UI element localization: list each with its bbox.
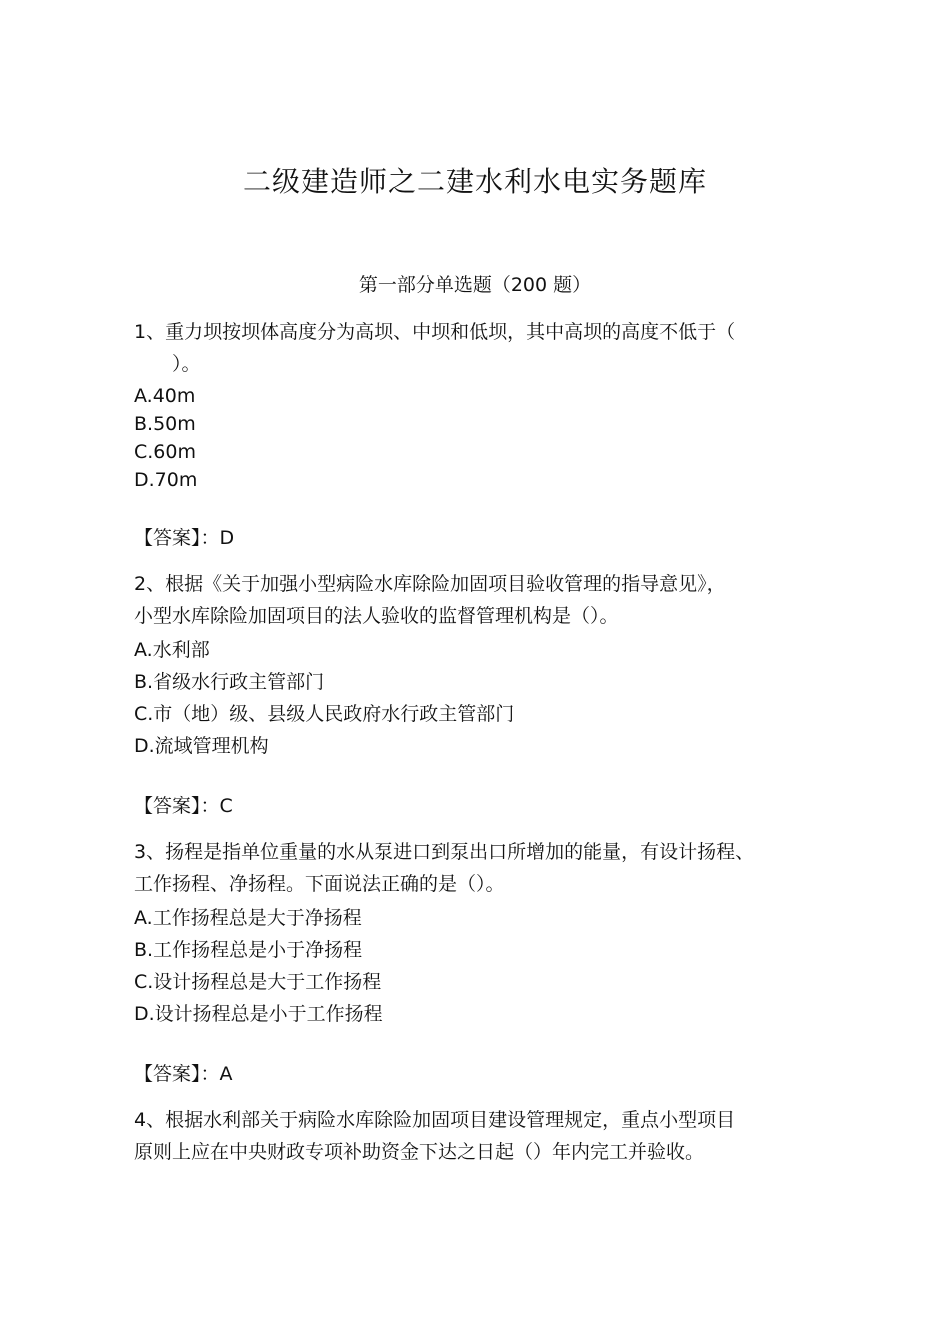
question-3-option-b: B.工作扬程总是小于净扬程 <box>134 939 363 961</box>
question-1-text-line2: ）。 <box>134 353 201 375</box>
question-4 <box>134 1104 824 1168</box>
question-1-text-line1: 1、重力坝按坝体高度分为高坝、中坝和低坝，其中高坝的高度不低于（ <box>134 321 736 343</box>
question-2-option-a: A.水利部 <box>134 639 210 661</box>
question-2-text <box>134 568 824 632</box>
question-3-text-line2: 工作扬程、净扬程。下面说法正确的是（）。 <box>134 873 505 895</box>
question-3-text <box>134 836 824 900</box>
question-3-answer <box>134 1058 824 1090</box>
question-4-text <box>134 1104 824 1168</box>
question-2-answer <box>134 790 824 822</box>
question-1-answer <box>134 522 824 554</box>
question-1-option-d: D.70m <box>134 469 198 491</box>
question-1-option-b: B.50m <box>134 413 196 435</box>
question-1 <box>134 316 824 554</box>
answer-value: D <box>219 527 235 549</box>
answer-label: 【答案】： <box>134 1063 220 1085</box>
section-title: 第一部分单选题（200 题） <box>358 274 592 296</box>
question-3-option-a: A.工作扬程总是大于净扬程 <box>134 907 362 929</box>
question-2-text-line2: 小型水库除险加固项目的法人验收的监督管理机构是（）。 <box>134 605 619 627</box>
question-4-text-line1: 4、根据水利部关于病险水库除险加固项目建设管理规定，重点小型项目 <box>134 1109 736 1131</box>
question-2 <box>134 568 824 822</box>
answer-label: 【答案】： <box>134 527 220 549</box>
question-3-option-c: C.设计扬程总是大于工作扬程 <box>134 971 382 993</box>
question-3-option-d: D.设计扬程总是小于工作扬程 <box>134 1003 383 1025</box>
question-3-text-line1: 3、扬程是指单位重量的水从泵进口到泵出口所增加的能量，有设计扬程、 <box>134 841 755 863</box>
answer-value: C <box>219 795 233 817</box>
question-3 <box>134 836 824 1090</box>
question-2-option-d: D.流域管理机构 <box>134 735 269 757</box>
answer-label: 【答案】： <box>134 795 220 817</box>
question-2-option-c: C.市（地）级、县级人民政府水行政主管部门 <box>134 703 515 725</box>
document-title: 二级建造师之二建水利水电实务题库 <box>242 165 707 198</box>
answer-value: A <box>219 1063 233 1085</box>
question-2-text-line1: 2、根据《关于加强小型病险水库除险加固项目验收管理的指导意见》， <box>134 573 726 595</box>
question-list <box>134 316 824 1170</box>
question-4-text-line2: 原则上应在中央财政专项补助资金下达之日起（）年内完工并验收。 <box>134 1141 705 1163</box>
question-1-text <box>134 316 824 380</box>
question-1-option-c: C.60m <box>134 441 196 463</box>
question-2-option-b: B.省级水行政主管部门 <box>134 671 325 693</box>
question-1-option-a: A.40m <box>134 385 196 407</box>
